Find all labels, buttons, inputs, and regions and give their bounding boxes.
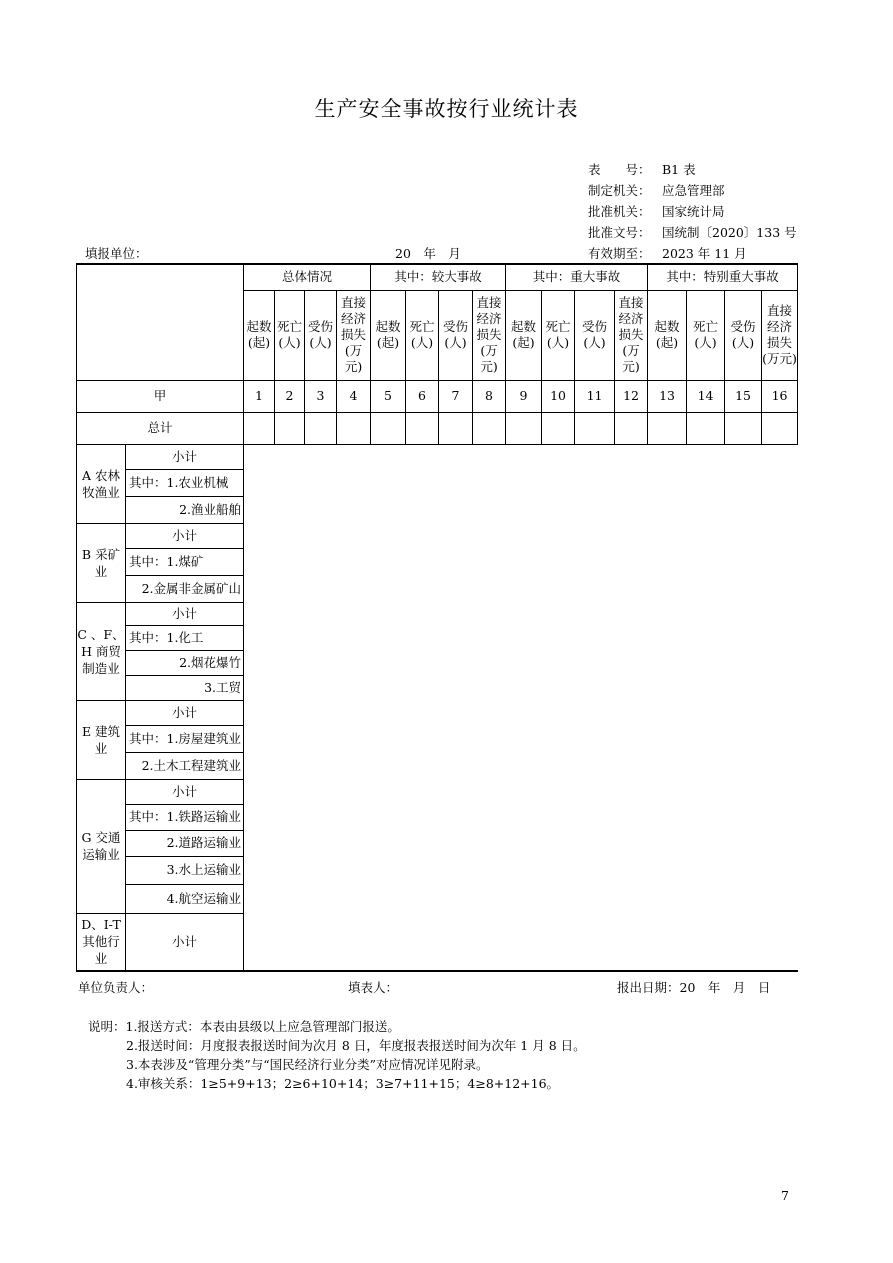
meta-value: 2023 年 11 月 [662, 246, 747, 261]
row-label-cell: 2.土木工程建筑业 [126, 752, 244, 779]
row-label-cell: 其中：1.化工 [126, 625, 244, 650]
sub-column-header: 死亡(人) [406, 290, 439, 380]
data-cell [275, 412, 305, 444]
data-cell [615, 412, 648, 444]
industry-name-cell: G 交通运输业 [77, 779, 126, 913]
sub-column-header: 直接经济损失(万元) [615, 290, 648, 380]
row-label-cell: 4.航空运输业 [126, 884, 244, 913]
industry-name-cell: B 采矿业 [77, 523, 126, 602]
sub-column-header: 直接经济损失(万元) [337, 290, 371, 380]
column-number-cell: 11 [575, 380, 615, 412]
data-cell [305, 412, 337, 444]
data-cell [575, 412, 615, 444]
sub-column-header: 受伤(人) [439, 290, 473, 380]
row-label-cell: 其中：1.房屋建筑业 [126, 725, 244, 752]
column-number-cell: 10 [542, 380, 575, 412]
industry-name-cell: A 农林牧渔业 [77, 444, 126, 523]
industry-name-cell: D、I-T 其他行业 [77, 913, 126, 971]
column-number-cell: 9 [506, 380, 542, 412]
meta-key: 批准文号： [588, 225, 651, 240]
notes [88, 1017, 586, 1093]
row-label-cell: 小计 [126, 602, 244, 625]
data-cell [406, 412, 439, 444]
column-number-cell: 14 [687, 380, 725, 412]
data-cell [506, 412, 542, 444]
meta-row-approver [588, 202, 725, 220]
row-label-total: 总计 [77, 412, 244, 444]
row-label-cell: 小计 [126, 779, 244, 804]
row-label-cell: 2.烟花爆竹 [126, 650, 244, 675]
report-period: 20 年 月 [395, 246, 461, 261]
meta-value: 国统制〔2020〕133 号 [662, 225, 797, 240]
row-label-cell: 小计 [126, 444, 244, 469]
meta-key: 批准机关： [588, 204, 651, 219]
row-label-cell: 2.渔业船舶 [126, 496, 244, 523]
industry-name-cell: E 建筑业 [77, 700, 126, 779]
data-cell [439, 412, 473, 444]
row-label-cell: 其中：1.铁路运输业 [126, 804, 244, 830]
row-label-cell: 3.工贸 [126, 675, 244, 700]
column-number-cell: 15 [725, 380, 762, 412]
note-line: 4.审核关系：1≥5+9+13；2≥6+10+14；3≥7+11+15；4≥8+12+16。 [126, 1076, 560, 1091]
data-cell [337, 412, 371, 444]
meta-row-authority [588, 181, 725, 199]
group-header-major: 其中：较大事故 [371, 264, 506, 290]
row-label-cell: 小计 [126, 700, 244, 725]
group-header-especially-serious: 其中：特别重大事故 [648, 264, 798, 290]
data-cell [687, 412, 725, 444]
blank-data-area [244, 444, 798, 971]
row-label-cell: 其中：1.农业机械 [126, 469, 244, 496]
statistics-table [76, 263, 798, 972]
column-number-cell: 16 [762, 380, 798, 412]
page-title: 生产安全事故按行业统计表 [314, 97, 579, 121]
footer-report-date: 报出日期：20 年 月 日 [617, 980, 771, 995]
column-number-cell: 7 [439, 380, 473, 412]
data-cell [473, 412, 506, 444]
meta-value: 国家统计局 [662, 204, 725, 219]
footer-filler: 填表人： [348, 980, 399, 995]
row-label-cell: 其中：1.煤矿 [126, 548, 244, 575]
meta-key: 表 号： [588, 162, 651, 177]
row-label-cell: 3.水上运输业 [126, 856, 244, 884]
column-number-cell: 1 [244, 380, 275, 412]
meta-value: B1 表 [662, 162, 696, 177]
header-corner-cell [77, 264, 244, 380]
data-cell [725, 412, 762, 444]
footer-unit-head: 单位负责人： [78, 980, 154, 995]
group-header-total: 总体情况 [244, 264, 371, 290]
note-line: 2.报送时间：月度报表报送时间为次月 8 日，年度报表报送时间为次年 1 月 8 日。 [126, 1038, 586, 1053]
meta-row-valid-until [588, 244, 747, 262]
sub-column-header: 受伤(人) [725, 290, 762, 380]
sub-column-header: 直接经济损失(万元) [762, 290, 798, 380]
page-number: 7 [781, 1188, 789, 1203]
row-label-cell: 小计 [126, 913, 244, 971]
sub-column-header: 死亡(人) [275, 290, 305, 380]
column-number-cell: 5 [371, 380, 406, 412]
column-number-cell: 12 [615, 380, 648, 412]
sub-column-header: 起数(起) [371, 290, 406, 380]
sub-column-header: 起数(起) [506, 290, 542, 380]
meta-row-approval-no [588, 223, 797, 241]
column-number-cell: 8 [473, 380, 506, 412]
row-label-cell: 2.金属非金属矿山 [126, 575, 244, 602]
note-line: 3.本表涉及“管理分类”与“国民经济行业分类”对应情况详见附录。 [126, 1057, 489, 1072]
total-row [77, 412, 798, 444]
industry-name-cell: C 、F、H 商贸制造业 [77, 602, 126, 700]
meta-key: 制定机关： [588, 183, 651, 198]
header-group-row [77, 264, 798, 290]
meta-value: 应急管理部 [662, 183, 725, 198]
sub-column-header: 起数(起) [244, 290, 275, 380]
column-number-cell: 4 [337, 380, 371, 412]
data-cell [542, 412, 575, 444]
data-cell [371, 412, 406, 444]
column-number-cell: 6 [406, 380, 439, 412]
note-line: 说明：1.报送方式：本表由县级以上应急管理部门报送。 [88, 1019, 400, 1034]
row-label-cell: 小计 [126, 523, 244, 548]
data-cell [648, 412, 687, 444]
column-number-cell: 13 [648, 380, 687, 412]
meta-row-form-number [588, 160, 696, 178]
data-cell [762, 412, 798, 444]
group-header-serious: 其中：重大事故 [506, 264, 648, 290]
row-label-jia: 甲 [77, 380, 244, 412]
column-number-cell: 3 [305, 380, 337, 412]
row-label-cell: 2.道路运输业 [126, 830, 244, 856]
sub-column-header: 受伤(人) [305, 290, 337, 380]
column-number-cell: 2 [275, 380, 305, 412]
sub-column-header: 受伤(人) [575, 290, 615, 380]
data-cell [244, 412, 275, 444]
sub-column-header: 直接经济损失(万元) [473, 290, 506, 380]
industry-row [77, 444, 798, 469]
meta-key: 有效期至： [588, 246, 651, 261]
sub-column-header: 死亡(人) [542, 290, 575, 380]
filler-unit-label: 填报单位： [85, 246, 148, 261]
sub-column-header: 死亡(人) [687, 290, 725, 380]
sub-column-header: 起数(起) [648, 290, 687, 380]
column-number-row [77, 380, 798, 412]
